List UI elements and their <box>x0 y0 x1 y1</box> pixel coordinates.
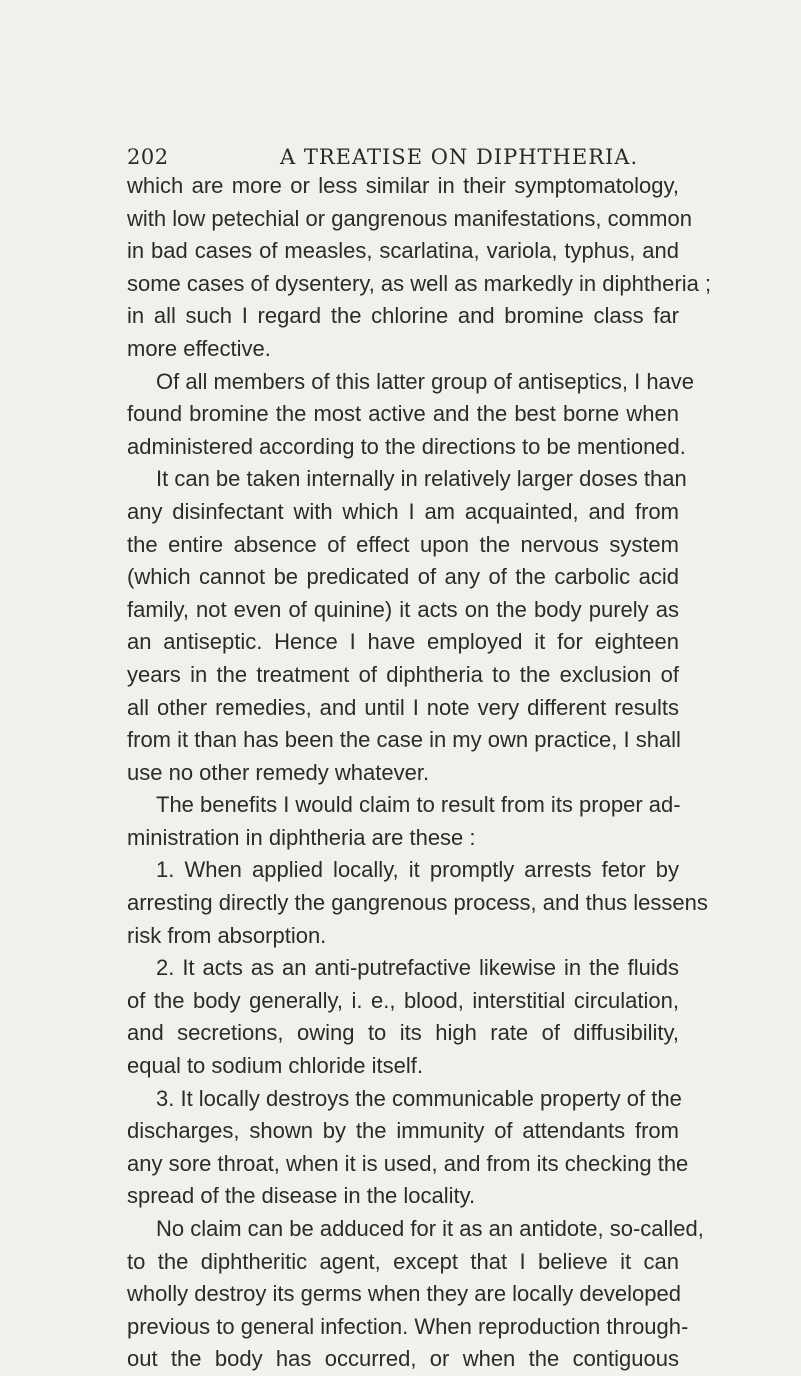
page-header <box>127 145 679 173</box>
text-line: some cases of dysentery, as well as markedly in diphtheria ; <box>127 270 712 296</box>
running-head: A TREATISE ON DIPHTHERIA. <box>280 145 639 169</box>
text-line: an antiseptic. Hence I have employed it for eighteen <box>127 629 679 655</box>
text-line: all other remedies, and until I note very different results <box>127 694 679 720</box>
text-line: of the body generally, i. e., blood, interstitial circulation, <box>127 987 679 1013</box>
text-line: ministration in diphtheria are these : <box>127 824 476 850</box>
text-line: arresting directly the gangrenous process, and thus lessens <box>127 890 708 916</box>
text-line: the entire absence of effect upon the nervous system <box>127 531 679 557</box>
text-line: risk from absorption. <box>127 922 327 948</box>
text-line: The benefits I would claim to result from its proper ad- <box>156 792 681 818</box>
text-line: in all such I regard the chlorine and bromine class far <box>127 303 679 329</box>
text-line: wholly destroy its germs when they are locally developed <box>127 1281 681 1307</box>
text-line: which are more or less similar in their symptomatology, <box>127 173 679 198</box>
text-line: in bad cases of measles, scarlatina, variola, typhus, and <box>127 238 679 264</box>
page-number: 202 <box>127 145 169 169</box>
text-line: It can be taken internally in relatively larger doses than <box>156 466 687 492</box>
text-line: any sore throat, when it is used, and from its checking the <box>127 1150 689 1176</box>
text-line: 2. It acts as an anti-putrefactive likewise in the fluids <box>156 955 679 981</box>
text-line: more effective. <box>127 335 271 361</box>
text-line: No claim can be adduced for it as an antidote, so-called, <box>156 1216 704 1241</box>
text-line: previous to general infection. When reproduction through- <box>127 1313 689 1339</box>
text-line: (which cannot be predicated of any of the carbolic acid <box>127 564 679 590</box>
text-line: years in the treatment of diphtheria to the exclusion of <box>127 661 679 687</box>
text-line: out the body has occurred, or when the contiguous <box>127 1346 679 1372</box>
text-line: to the diphtheritic agent, except that I believe it can <box>127 1248 679 1274</box>
text-line: discharges, shown by the immunity of attendants from <box>127 1118 679 1144</box>
text-line: equal to sodium chloride itself. <box>127 1053 423 1079</box>
text-line: 3. It locally destroys the communicable property of the <box>156 1085 682 1111</box>
text-line: any disinfectant with which I am acquainted, and from <box>127 498 679 524</box>
text-line: with low petechial or gangrenous manifestations, common <box>127 205 692 231</box>
body-text <box>127 170 712 1376</box>
text-line: administered according to the directions to be mentioned. <box>127 433 686 459</box>
text-line: and secretions, owing to its high rate of diffusibility, <box>127 1020 679 1046</box>
text-line: Of all members of this latter group of antiseptics, I have <box>156 368 695 394</box>
text-line: found bromine the most active and the best borne when <box>127 401 679 427</box>
text-line: spread of the disease in the locality. <box>127 1183 476 1209</box>
text-line: 1. When applied locally, it promptly arrests fetor by <box>156 857 679 883</box>
text-line: from it than has been the case in my own practice, I shall <box>127 727 681 753</box>
text-line: family, not even of quinine) it acts on the body purely as <box>127 596 679 622</box>
text-line: use no other remedy whatever. <box>127 759 430 785</box>
